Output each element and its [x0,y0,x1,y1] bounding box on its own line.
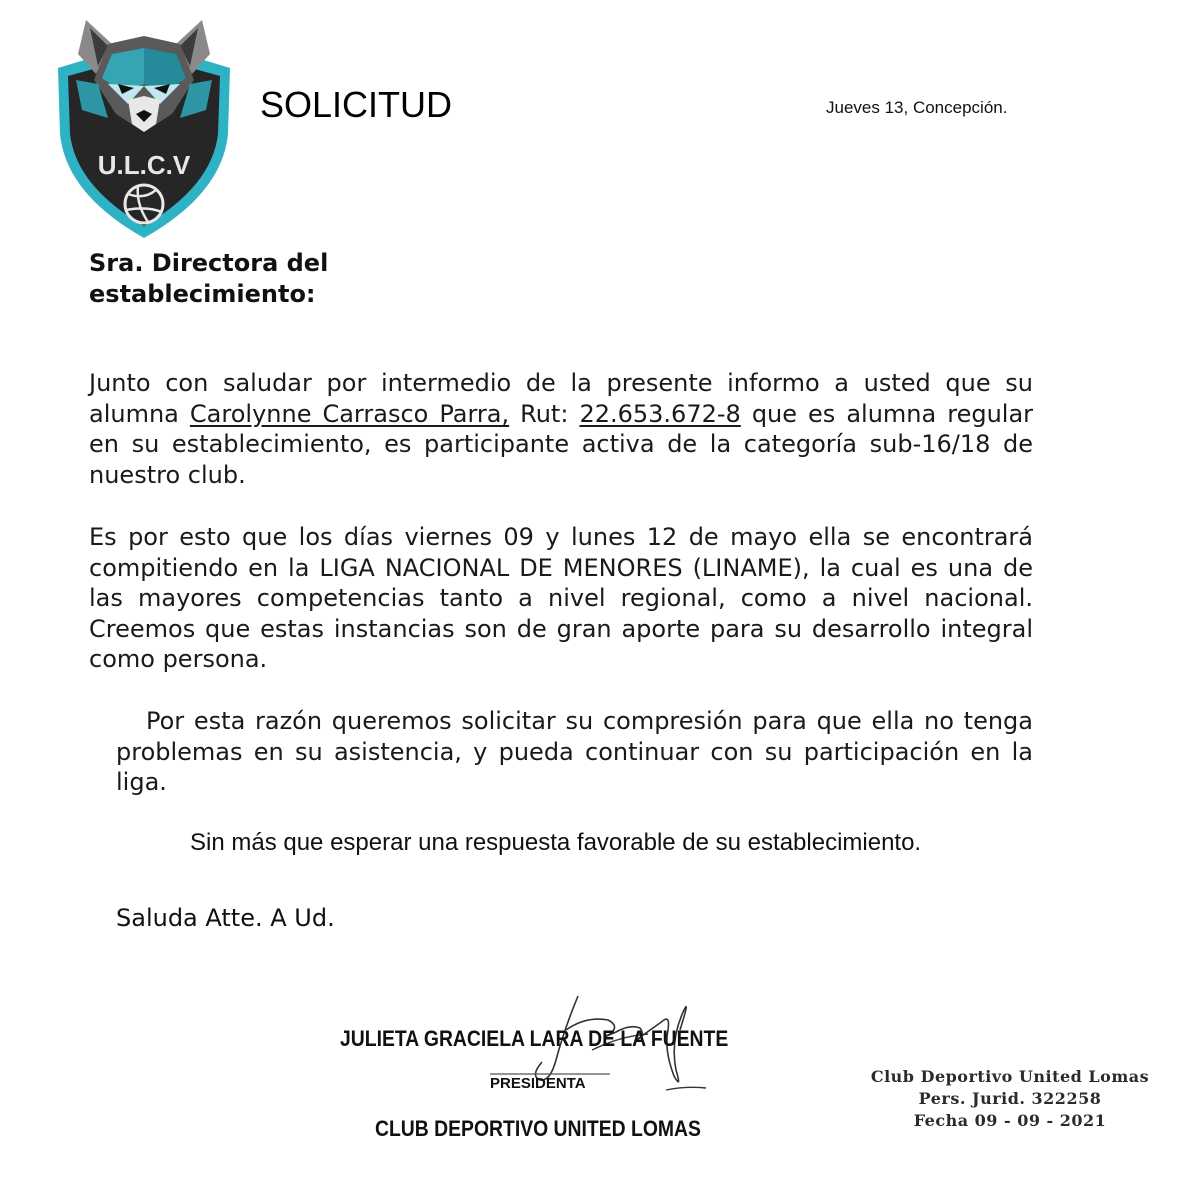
addressee-line-1: Sra. Directora del [89,249,329,277]
paragraph-competition: Es por esto que los días viernes 09 y lunes 12 de mayo ella se encontrará compitiendo en la LIGA NACIONAL DE MENORES (LINAME), la cual es una de las mayores competencias tanto a nivel regional, como a nivel nacional. Creemos que estas instancias son de gran aporte para su desarrollo integral como persona. [89,523,1033,673]
paragraph-request: Por esta razón queremos solicitar su compresión para que ella no tenga problemas en su asistencia, y pueda continuar con su participación en la liga. [116,707,1033,796]
student-name: Carolynne Carrasco Parra, [189,399,510,428]
logo-text: U.L.C.V [97,150,191,180]
intro-text-end: que es alumna regular en su establecimiento, es participante activa de la categoría sub-16/18 de nuestro club. [89,399,1034,489]
signatory-name: JULIETA GRACIELA LARA DE LA FUENTE [340,1026,729,1051]
salutation: Saluda Atte. A Ud. [116,904,335,932]
paragraph-closing: Sin más que esperar una respuesta favorable de su establecimiento. [190,829,922,856]
club-name: CLUB DEPORTIVO UNITED LOMAS [375,1116,701,1141]
paragraph-intro [89,368,1033,490]
intro-text-rut-label: Rut: [509,399,580,428]
stamp-line-registry: Pers. Jurid. 322258 [918,1089,1102,1108]
club-logo-icon [52,14,236,240]
document-title: SOLICITUD [260,84,453,125]
document-date: Jueves 13, Concepción. [826,98,1008,117]
official-stamp [860,1066,1160,1132]
addressee-line-2: establecimiento: [89,280,316,308]
intro-text-start: Junto con saludar por intermedio de la presente informo a usted que su alumna [89,369,1033,428]
signatory-role: PRESIDENTA [490,1075,586,1092]
addressee [89,248,489,310]
stamp-line-club: Club Deportivo United Lomas [870,1067,1150,1086]
stamp-line-date: Fecha 09 - 09 - 2021 [913,1111,1107,1130]
student-rut: 22.653.672-8 [579,399,741,428]
